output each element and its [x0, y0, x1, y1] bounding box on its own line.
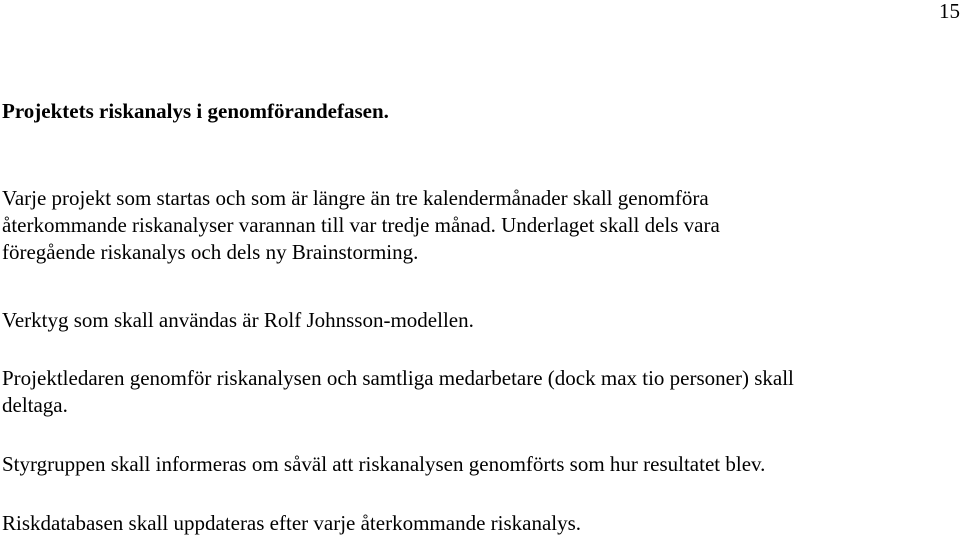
- paragraph-participants: [2, 365, 794, 419]
- paragraph-line: Varje projekt som startas och som är längre än tre kalendermånader skall genomföra: [2, 186, 709, 210]
- paragraph-line: Styrgruppen skall informeras om såväl att riskanalysen genomförts som hur resultatet blev.: [2, 452, 766, 476]
- page-number: 15: [939, 0, 960, 23]
- paragraph-line: föregående riskanalys och dels ny Brainstorming.: [2, 240, 419, 264]
- paragraph-line: Projektledaren genomför riskanalysen och samtliga medarbetare (dock max tio personer) skall: [2, 366, 794, 390]
- paragraph-line: Verktyg som skall användas är Rolf Johnsson-modellen.: [2, 308, 474, 332]
- paragraph-steering-group: [2, 451, 765, 478]
- section-heading: Projektets riskanalys i genomförandefasen.: [2, 99, 389, 123]
- paragraph-risk-database: [2, 510, 581, 537]
- paragraph-line: deltaga.: [2, 393, 68, 417]
- paragraph-tools: [2, 307, 474, 334]
- paragraph-line: återkommande riskanalyser varannan till var tredje månad. Underlaget skall dels vara: [2, 213, 720, 237]
- paragraph-riskanalys-frequency: [2, 185, 720, 266]
- paragraph-line: Riskdatabasen skall uppdateras efter varje återkommande riskanalys.: [2, 511, 582, 535]
